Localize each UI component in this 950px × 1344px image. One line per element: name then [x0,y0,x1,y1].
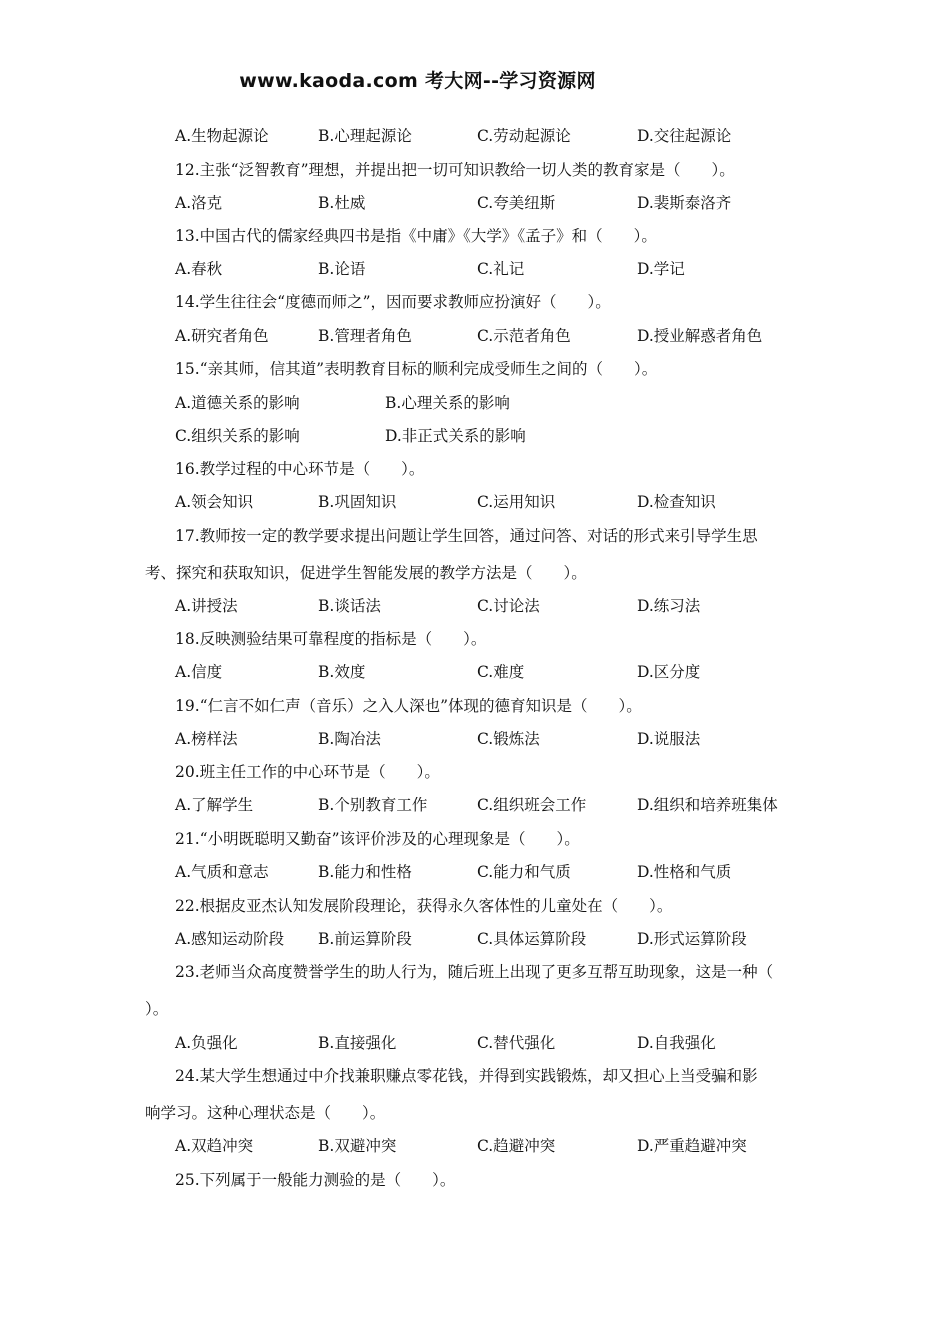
question-stem: 25.下列属于一般能力测验的是（ ）。 [175,1171,456,1189]
question-stem: 12.主张“泛智教育”理想，并提出把一切可知识教给一切人类的教育家是（ ）。 [175,161,735,179]
answer-option: D.自我强化 [637,1034,716,1052]
answer-option: D.说服法 [637,730,701,748]
answer-option: B.巩固知识 [318,493,397,511]
answer-option: D.授业解惑者角色 [637,327,763,345]
answer-option: A.洛克 [175,194,223,212]
answer-option: C.具体运算阶段 [477,930,587,948]
answer-option: D.性格和气质 [637,863,732,881]
answer-option: D.非正式关系的影响 [385,427,526,445]
answer-option: B.杜威 [318,194,366,212]
answer-option: A.生物起源论 [175,127,269,145]
site-url: www.kaoda.com [239,70,419,92]
answer-option: A.感知运动阶段 [175,930,285,948]
answer-option: D.组织和培养班集体 [637,796,778,814]
answer-option: C.锻炼法 [477,730,540,748]
answer-option: D.区分度 [637,663,701,681]
answer-option: B.陶冶法 [318,730,381,748]
answer-option: C.礼记 [477,260,525,278]
answer-option: B.前运算阶段 [318,930,412,948]
answer-option: C.劳动起源论 [477,127,571,145]
answer-option: D.交往起源论 [637,127,732,145]
question-stem: 21.“小明既聪明又勤奋”该评价涉及的心理现象是（ ）。 [175,830,580,848]
answer-option: C.能力和气质 [477,863,571,881]
site-title: 考大网--学习资源网 [424,70,596,92]
question-stem: 16.教学过程的中心环节是（ ）。 [175,460,425,478]
answer-option: A.研究者角色 [175,327,269,345]
answer-option: D.严重趋避冲突 [637,1137,747,1155]
answer-option: C.组织班会工作 [477,796,587,814]
answer-option: C.趋避冲突 [477,1137,556,1155]
answer-option: C.组织关系的影响 [175,427,300,445]
question-stem-continued: 考、探究和获取知识，促进学生智能发展的教学方法是（ ）。 [145,564,587,582]
question-stem: 14.学生往往会“度德而师之”，因而要求教师应扮演好（ ）。 [175,293,611,311]
answer-option: B.双避冲突 [318,1137,397,1155]
question-stem: 20.班主任工作的中心环节是（ ）。 [175,763,440,781]
question-stem-continued: 响学习。这种心理状态是（ ）。 [145,1104,386,1122]
answer-option: B.效度 [318,663,366,681]
answer-option: B.心理关系的影响 [385,394,510,412]
answer-option: D.检查知识 [637,493,716,511]
answer-option: B.论语 [318,260,366,278]
answer-option: A.双趋冲突 [175,1137,254,1155]
answer-option: A.道德关系的影响 [175,394,300,412]
answer-option: B.心理起源论 [318,127,412,145]
question-stem: 15.“亲其师，信其道”表明教育目标的顺利完成受师生之间的（ ）。 [175,360,658,378]
answer-option: D.裴斯泰洛齐 [637,194,732,212]
answer-option: A.了解学生 [175,796,254,814]
answer-option: D.形式运算阶段 [637,930,747,948]
question-stem: 23.老师当众高度赞誉学生的助人行为，随后班上出现了更多互帮互助现象，这是一种（ [175,963,774,981]
answer-option: C.讨论法 [477,597,540,615]
answer-option: B.谈话法 [318,597,381,615]
answer-option: C.运用知识 [477,493,556,511]
answer-option: B.直接强化 [318,1034,397,1052]
answer-option: A.气质和意志 [175,863,269,881]
answer-option: B.管理者角色 [318,327,412,345]
answer-option: D.学记 [637,260,685,278]
question-stem: 17.教师按一定的教学要求提出问题让学生回答，通过问答、对话的形式来引导学生思 [175,527,758,545]
question-stem: 19.“仁言不如仁声（音乐）之入人深也”体现的德育知识是（ ）。 [175,697,642,715]
answer-option: B.个别教育工作 [318,796,428,814]
answer-option: A.领会知识 [175,493,254,511]
answer-option: A.春秋 [175,260,223,278]
question-stem: 24.某大学生想通过中介找兼职赚点零花钱，并得到实践锻炼，却又担心上当受骗和影 [175,1067,758,1085]
answer-option: C.示范者角色 [477,327,571,345]
answer-option: A.信度 [175,663,223,681]
answer-option: C.难度 [477,663,525,681]
answer-option: C.替代强化 [477,1034,556,1052]
question-stem: 22.根据皮亚杰认知发展阶段理论，获得永久客体性的儿童处在（ ）。 [175,897,673,915]
question-stem-continued: ）。 [145,1000,169,1018]
question-stem: 13.中国古代的儒家经典四书是指《中庸》《大学》《孟子》和（ ）。 [175,227,657,245]
answer-option: B.能力和性格 [318,863,412,881]
answer-option: C.夸美纽斯 [477,194,556,212]
answer-option: A.榜样法 [175,730,238,748]
answer-option: A.讲授法 [175,597,238,615]
answer-option: A.负强化 [175,1034,238,1052]
question-stem: 18.反映测验结果可靠程度的指标是（ ）。 [175,630,487,648]
page-header [0,66,835,93]
answer-option: D.练习法 [637,597,701,615]
